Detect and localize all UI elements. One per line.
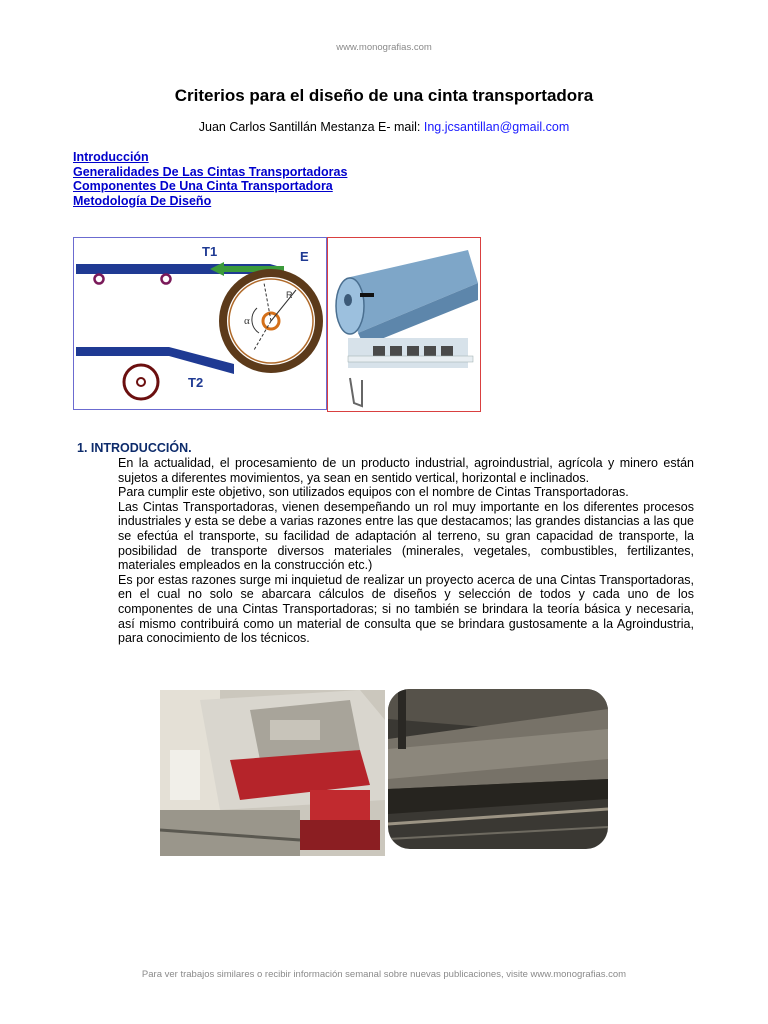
- feeder-machine-photo: [160, 690, 385, 856]
- intro-paragraph-1: En la actualidad, el procesamiento de un producto industrial, agroindustrial, agrícola y minero están sujetos a diferentes movimientos, ya sean en sentido vertical, horizontal e inclinados.: [118, 456, 694, 485]
- label-t1: T1: [202, 244, 218, 259]
- author-line: [0, 120, 768, 134]
- intro-paragraph-3: Las Cintas Transportadoras, vienen desempeñando un rol muy importante en los diferentes procesos industriales y esta se debe a varias razones entre las que destacamos; las grandes distancias a las que se efectúa el transporte, su facilidad de adaptación al terreno, su gran capacidad de transporte, la posibilidad de transporte diversos materiales (minerales, vegetales, combustibles, fertilizantes, materiales empleados en la construcción etc.): [118, 499, 694, 573]
- introduction-body: [118, 456, 694, 646]
- label-r: R: [286, 290, 293, 300]
- toc-link-generalidades[interactable]: Generalidades De Las Cintas Transportadoras: [73, 164, 348, 179]
- conveyor-belt-photo: [388, 689, 608, 849]
- idler-assembly-image: [327, 237, 481, 412]
- intro-paragraph-2: Para cumplir este objetivo, son utilizados equipos con el nombre de Cintas Transportadoras.: [118, 485, 629, 500]
- toc-link-introduccion[interactable]: Introducción: [73, 150, 149, 164]
- label-alpha: α: [244, 315, 250, 327]
- author-email-link[interactable]: Ing.jcsantillan@gmail.com: [423, 120, 570, 134]
- page-header-site: www.monografias.com: [336, 42, 432, 53]
- intro-paragraph-4: Es por estas razones surge mi inquietud de realizar un proyecto acerca de una Cintas Transportadoras, en el cual no solo se abarcara cálculos de diseños y selección de todos y cada uno de los componentes de una Cintas Transportadoras; si no también se brindara la teoría básica y necesaria, así mismo contribuirá como un material de consulta que se brindara gustosamente a la Agroindustria, para conocimiento de los técnicos.: [118, 572, 694, 646]
- label-t2: T2: [188, 375, 204, 390]
- author-name: Juan Carlos Santillán Mestanza E- mail:: [198, 120, 421, 134]
- toc-link-componentes[interactable]: Componentes De Una Cinta Transportadora: [73, 179, 333, 193]
- table-of-contents: [73, 150, 347, 208]
- page-footer: Para ver trabajos similares o recibir información semanal sobre nuevas publicaciones, visite www.monografias.com: [141, 969, 627, 980]
- toc-link-metodologia[interactable]: Metodología De Diseño: [73, 193, 212, 208]
- label-e: E: [300, 249, 309, 264]
- document-title: Criterios para el diseño de una cinta transportadora: [174, 86, 594, 105]
- section-heading: 1. INTRODUCCIÓN.: [77, 441, 192, 455]
- belt-tension-diagram: [73, 237, 327, 410]
